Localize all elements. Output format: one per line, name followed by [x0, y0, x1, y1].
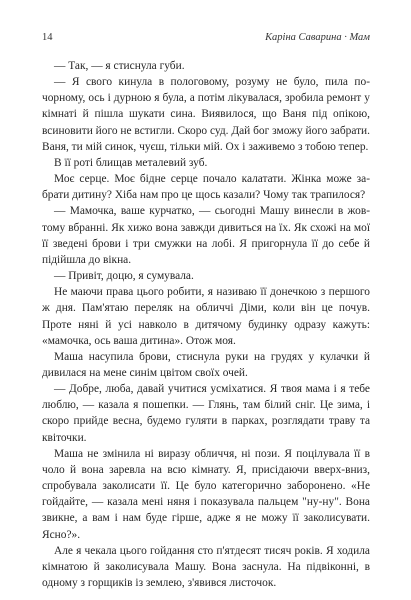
paragraph: — Мамочка, ваше курчатко, — сьогодні Машу винесли в жовтому вбранні. Як хижо вона завжди дивиться на їх. Як схожі на мої її зведені брови і три смужки на лобі. Я пригорнула її до себе й підійшла до вікна.	[42, 205, 370, 266]
paragraph: — Я свого кинула в пологовому, розуму не було, пила почорному, ось і дурною я була, а потім лікувалася, зробила ремонт у кімнаті й пішла шукати сина. Виявилося, що Ваня під опікою, всиновити його не встигли. Скоро суд. Дай бог зможу його забрати. Ваня, ти мій синок, чуєш, тільки мій. Ох і заживемо з тобою тепер.	[42, 76, 370, 153]
page-header	[42, 31, 370, 45]
paragraph: Але я чекала цього гойдання сто п'ятдесят тисяч років. Я ходила кімнатою й заколисувала Машу. Вона заснула. На підвіконні, в одному з горщиків із землею, з'явився листочок.	[42, 544, 370, 589]
page-number: 14	[42, 32, 53, 43]
paragraph: — Добре, люба, давай учитися усміхатися. Я твоя мама і я тебе люблю, — казала я пошепки. — Глянь, там білий сніг. Це зима, і скоро прийде весна, будемо гуляти в парках, розглядати траву та квіточки.	[42, 383, 370, 444]
paragraph: В її роті блищав металевий зуб.	[54, 156, 208, 169]
body-text	[42, 58, 370, 591]
paragraph: — Привіт, доцю, я сумувала.	[54, 270, 194, 283]
paragraph: Маша насупила брови, стиснула руки на грудях у кулачки й дивилася на мене синім цвітом своїх очей.	[42, 350, 370, 379]
paragraph: Маша не змінила ні виразу обличчя, ні пози. Я поцілувала її в чоло й вона заревла на всю кімнату. Я, присідаючи вверх-вниз, спробувала заколисати її. Це було категорично заборонено. «Не гойдайте, — казала мені няня і показувала пальцем "ну-ну". Вона звикне, а вам і нам буде гірше, адже я не можу її заколисувати. Ясно?».	[42, 447, 370, 541]
paragraph: Моє серце. Моє бідне серце почало калатати. Жінка може забрати дитину? Хіба нам про це щось казали? Чому так трапилося?	[42, 173, 370, 202]
running-head: Каріна Саварина · Мам	[265, 32, 370, 43]
paragraph: — Так, — я стиснула губи.	[54, 60, 185, 72]
paragraph: Не маючи права цього робити, я називаю її донечкою з першого ж дня. Пам'ятаю переляк на обличчі Діми, коли він це почув. Проте няні й усі навколо в дитячому будинку одразу кажуть: «мамочка, ось ваша дитина». Отож моя.	[42, 286, 370, 347]
